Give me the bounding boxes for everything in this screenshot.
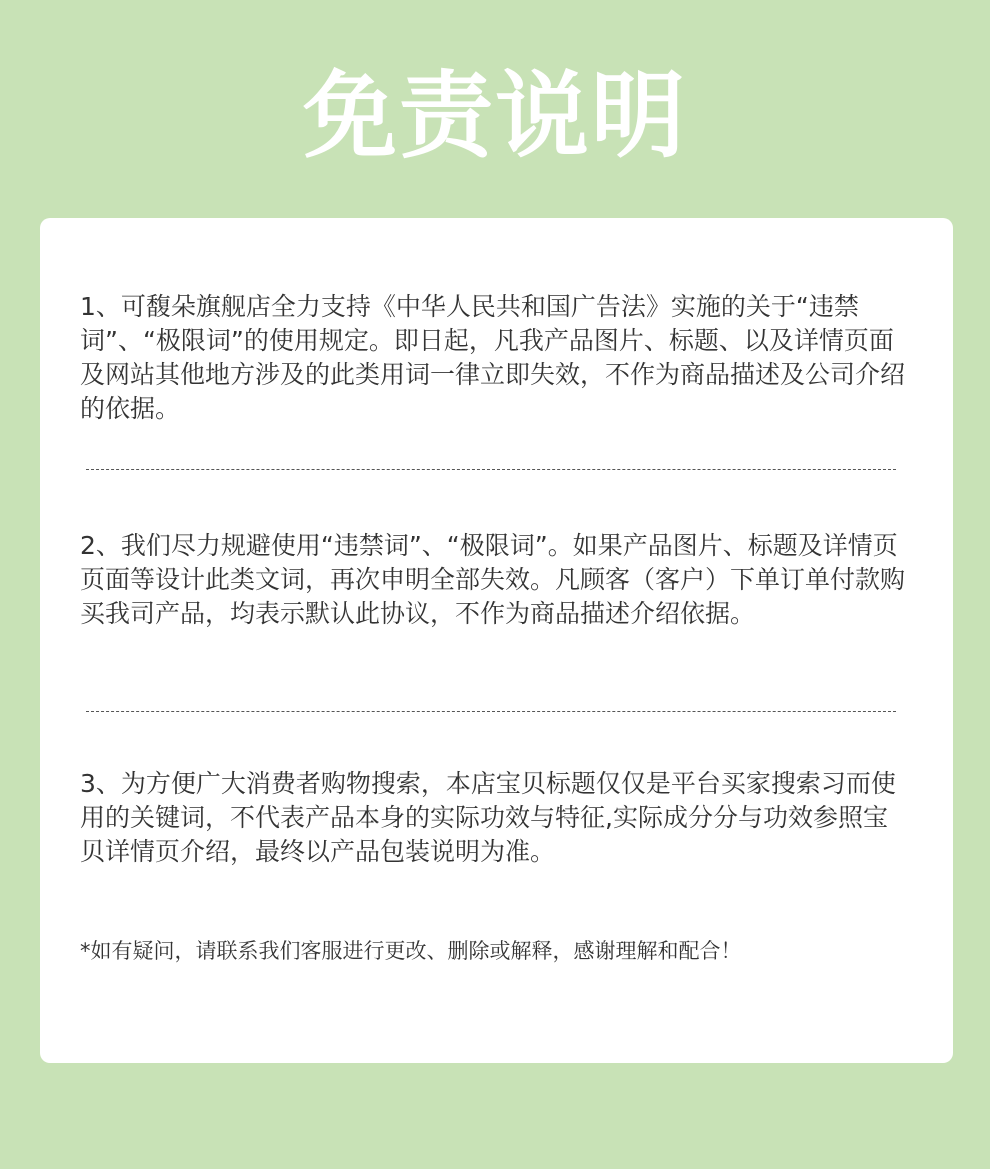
disclaimer-paragraph-2: 2、我们尽力规避使用“违禁词”、“极限词”。如果产品图片、标题及详情页页面等设计此类文词，再次申明全部失效。凡顾客（客户）下单订单付款购买我司产品，均表示默认此协议，不作为商品描述介绍依据。 — [80, 531, 906, 628]
disclaimer-paragraph-1: 1、可馥朵旗舰店全力支持《中华人民共和国广告法》实施的关于“违禁词”、“极限词”的使用规定。即日起，凡我产品图片、标题、以及详情页面及网站其他地方涉及的此类用词一律立即失效，不作为商品描述及公司介绍的依据。 — [80, 292, 906, 423]
contact-note: *如有疑问，请联系我们客服进行更改、删除或解释，感谢理解和配合！ — [80, 939, 742, 963]
disclaimer-paragraph-3: 3、为方便广大消费者购物搜索，本店宝贝标题仅仅是平台买家搜索习而使用的关键词，不代表产品本身的实际功效与特征,实际成分分与功效参照宝贝详情页介绍，最终以产品包装说明为准。 — [80, 769, 896, 866]
disclaimer-card — [40, 218, 953, 1063]
page-title: 免责说明 — [302, 62, 687, 171]
dashed-divider — [86, 469, 896, 470]
dashed-divider — [86, 711, 896, 712]
